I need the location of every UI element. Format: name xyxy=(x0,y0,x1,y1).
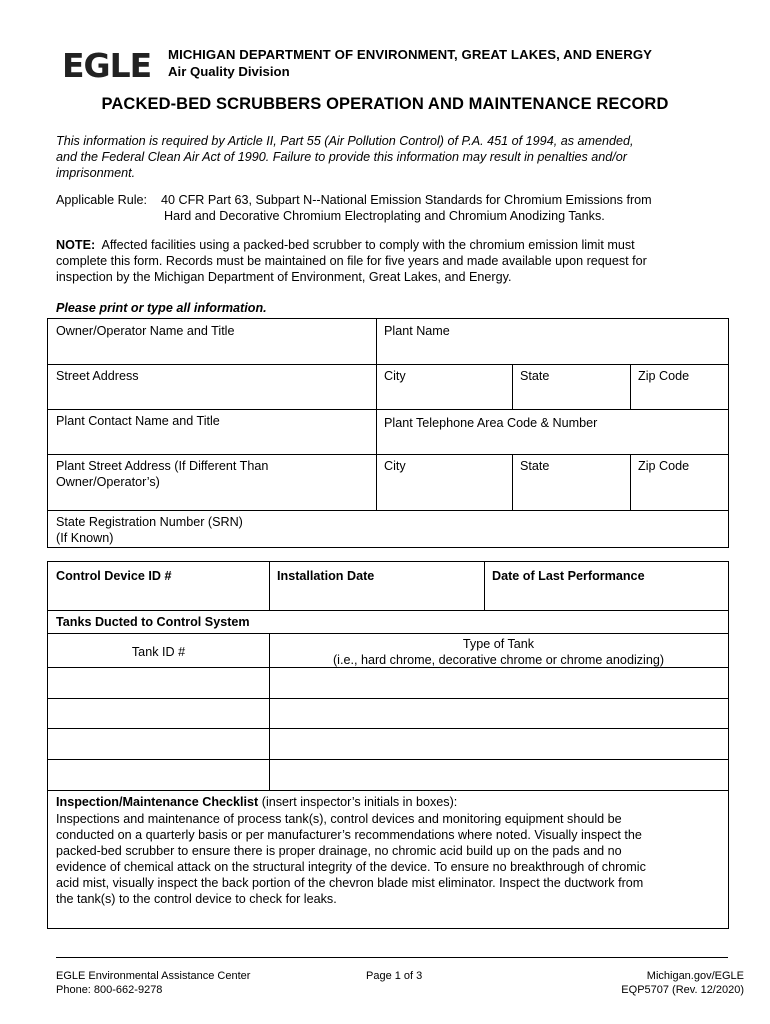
control-device-table xyxy=(47,561,729,929)
egle-logo xyxy=(62,50,158,80)
tank-type-cell[interactable] xyxy=(270,699,728,728)
tank-id-cell[interactable] xyxy=(48,729,269,759)
tank-id-cell[interactable] xyxy=(48,699,269,728)
state-field[interactable]: State xyxy=(520,369,550,383)
rule-text: 40 CFR Part 63, Subpart N--National Emission Standards for Chromium Emissions from Hard and Decorative Chromium Electroplating and Chromium Anodizing Tanks. xyxy=(161,193,652,223)
tank-type-cell[interactable] xyxy=(270,760,728,790)
division-name: Air Quality Division xyxy=(168,64,290,79)
intro-text: This information is required by Article II, Part 55 (Air Pollution Control) of P.A. 451 of 1994, as amended, and the Federal Clean Air Act of 1990. Failure to provide this information may result in penalties and/or imprisonment. xyxy=(56,134,634,180)
plant-state-field[interactable]: State xyxy=(520,459,550,473)
tank-type-cell[interactable] xyxy=(270,729,728,759)
footer-form-info: Michigan.gov/EGLE EQP5707 (Rev. 12/2020) xyxy=(621,970,744,996)
page-title: PACKED-BED SCRUBBERS OPERATION AND MAINTENANCE RECORD xyxy=(101,95,669,113)
tanks-heading: Tanks Ducted to Control System xyxy=(56,615,250,629)
rule-label: Applicable Rule: xyxy=(56,193,148,207)
plant-name-field[interactable]: Plant Name xyxy=(384,324,450,338)
note-text: NOTE: Affected facilities using a packed-bed scrubber to comply with the chromium emission limit must complete this form. Records must be maintained on file for five years and made available upon request for inspection by the Michigan Department of Environment, Great Lakes, and Energy. xyxy=(56,238,647,284)
tank-id-header: Tank ID # xyxy=(131,645,186,659)
print-instruction: Please print or type all information. xyxy=(56,301,267,315)
tank-id-cell[interactable] xyxy=(48,668,269,698)
street-address-field[interactable]: Street Address xyxy=(56,369,139,383)
control-device-id-field[interactable]: Control Device ID # xyxy=(56,569,172,583)
page-number: Page 1 of 3 xyxy=(366,970,423,982)
checklist-heading: Inspection/Maintenance Checklist (insert inspector’s initials in boxes): xyxy=(56,795,458,809)
footer-divider xyxy=(56,957,728,958)
checklist-instructions: Inspections and maintenance of process tank(s), control devices and monitoring equipment should be conducted on a quarterly basis or per manufacturer’s recommendations where noted. Visually inspect the packed-bed scrubber to ensure there is proper drainage, no chromic acid build up on the pads and no evidence of chemical attack on the structural integrity of the device. To ensure no breakthrough of chromic acid mist, visually inspect the back portion of the chevron blade mist eliminator. Inspect the ductwork from the tank(s) to the control device to check for leaks. xyxy=(56,812,646,906)
tank-type-header: Type of Tank (i.e., hard chrome, decorative chrome or chrome anodizing) xyxy=(332,637,665,667)
svg-text:EGLE: EGLE xyxy=(62,50,152,80)
srn-field[interactable]: State Registration Number (SRN) (If Known) xyxy=(56,515,243,545)
installation-date-field[interactable]: Installation Date xyxy=(277,569,375,583)
city-field[interactable]: City xyxy=(384,369,406,383)
plant-contact-field[interactable]: Plant Contact Name and Title xyxy=(56,414,220,428)
agency-name: MICHIGAN DEPARTMENT OF ENVIRONMENT, GREAT LAKES, AND ENERGY xyxy=(168,47,653,62)
plant-zip-field[interactable]: Zip Code xyxy=(638,459,690,473)
facility-info-table xyxy=(47,318,729,548)
plant-phone-field[interactable]: Plant Telephone Area Code & Number xyxy=(384,416,598,430)
tank-id-cell[interactable] xyxy=(48,760,269,790)
tank-type-cell[interactable] xyxy=(270,668,728,698)
plant-street-field[interactable]: Plant Street Address (If Different Than Owner/Operator’s) xyxy=(56,459,269,489)
owner-name-field[interactable]: Owner/Operator Name and Title xyxy=(56,324,235,338)
footer-contact: EGLE Environmental Assistance Center Phone: 800-662-9278 xyxy=(56,970,251,996)
plant-city-field[interactable]: City xyxy=(384,459,406,473)
last-performance-field[interactable]: Date of Last Performance xyxy=(492,569,645,583)
zip-field[interactable]: Zip Code xyxy=(638,369,690,383)
